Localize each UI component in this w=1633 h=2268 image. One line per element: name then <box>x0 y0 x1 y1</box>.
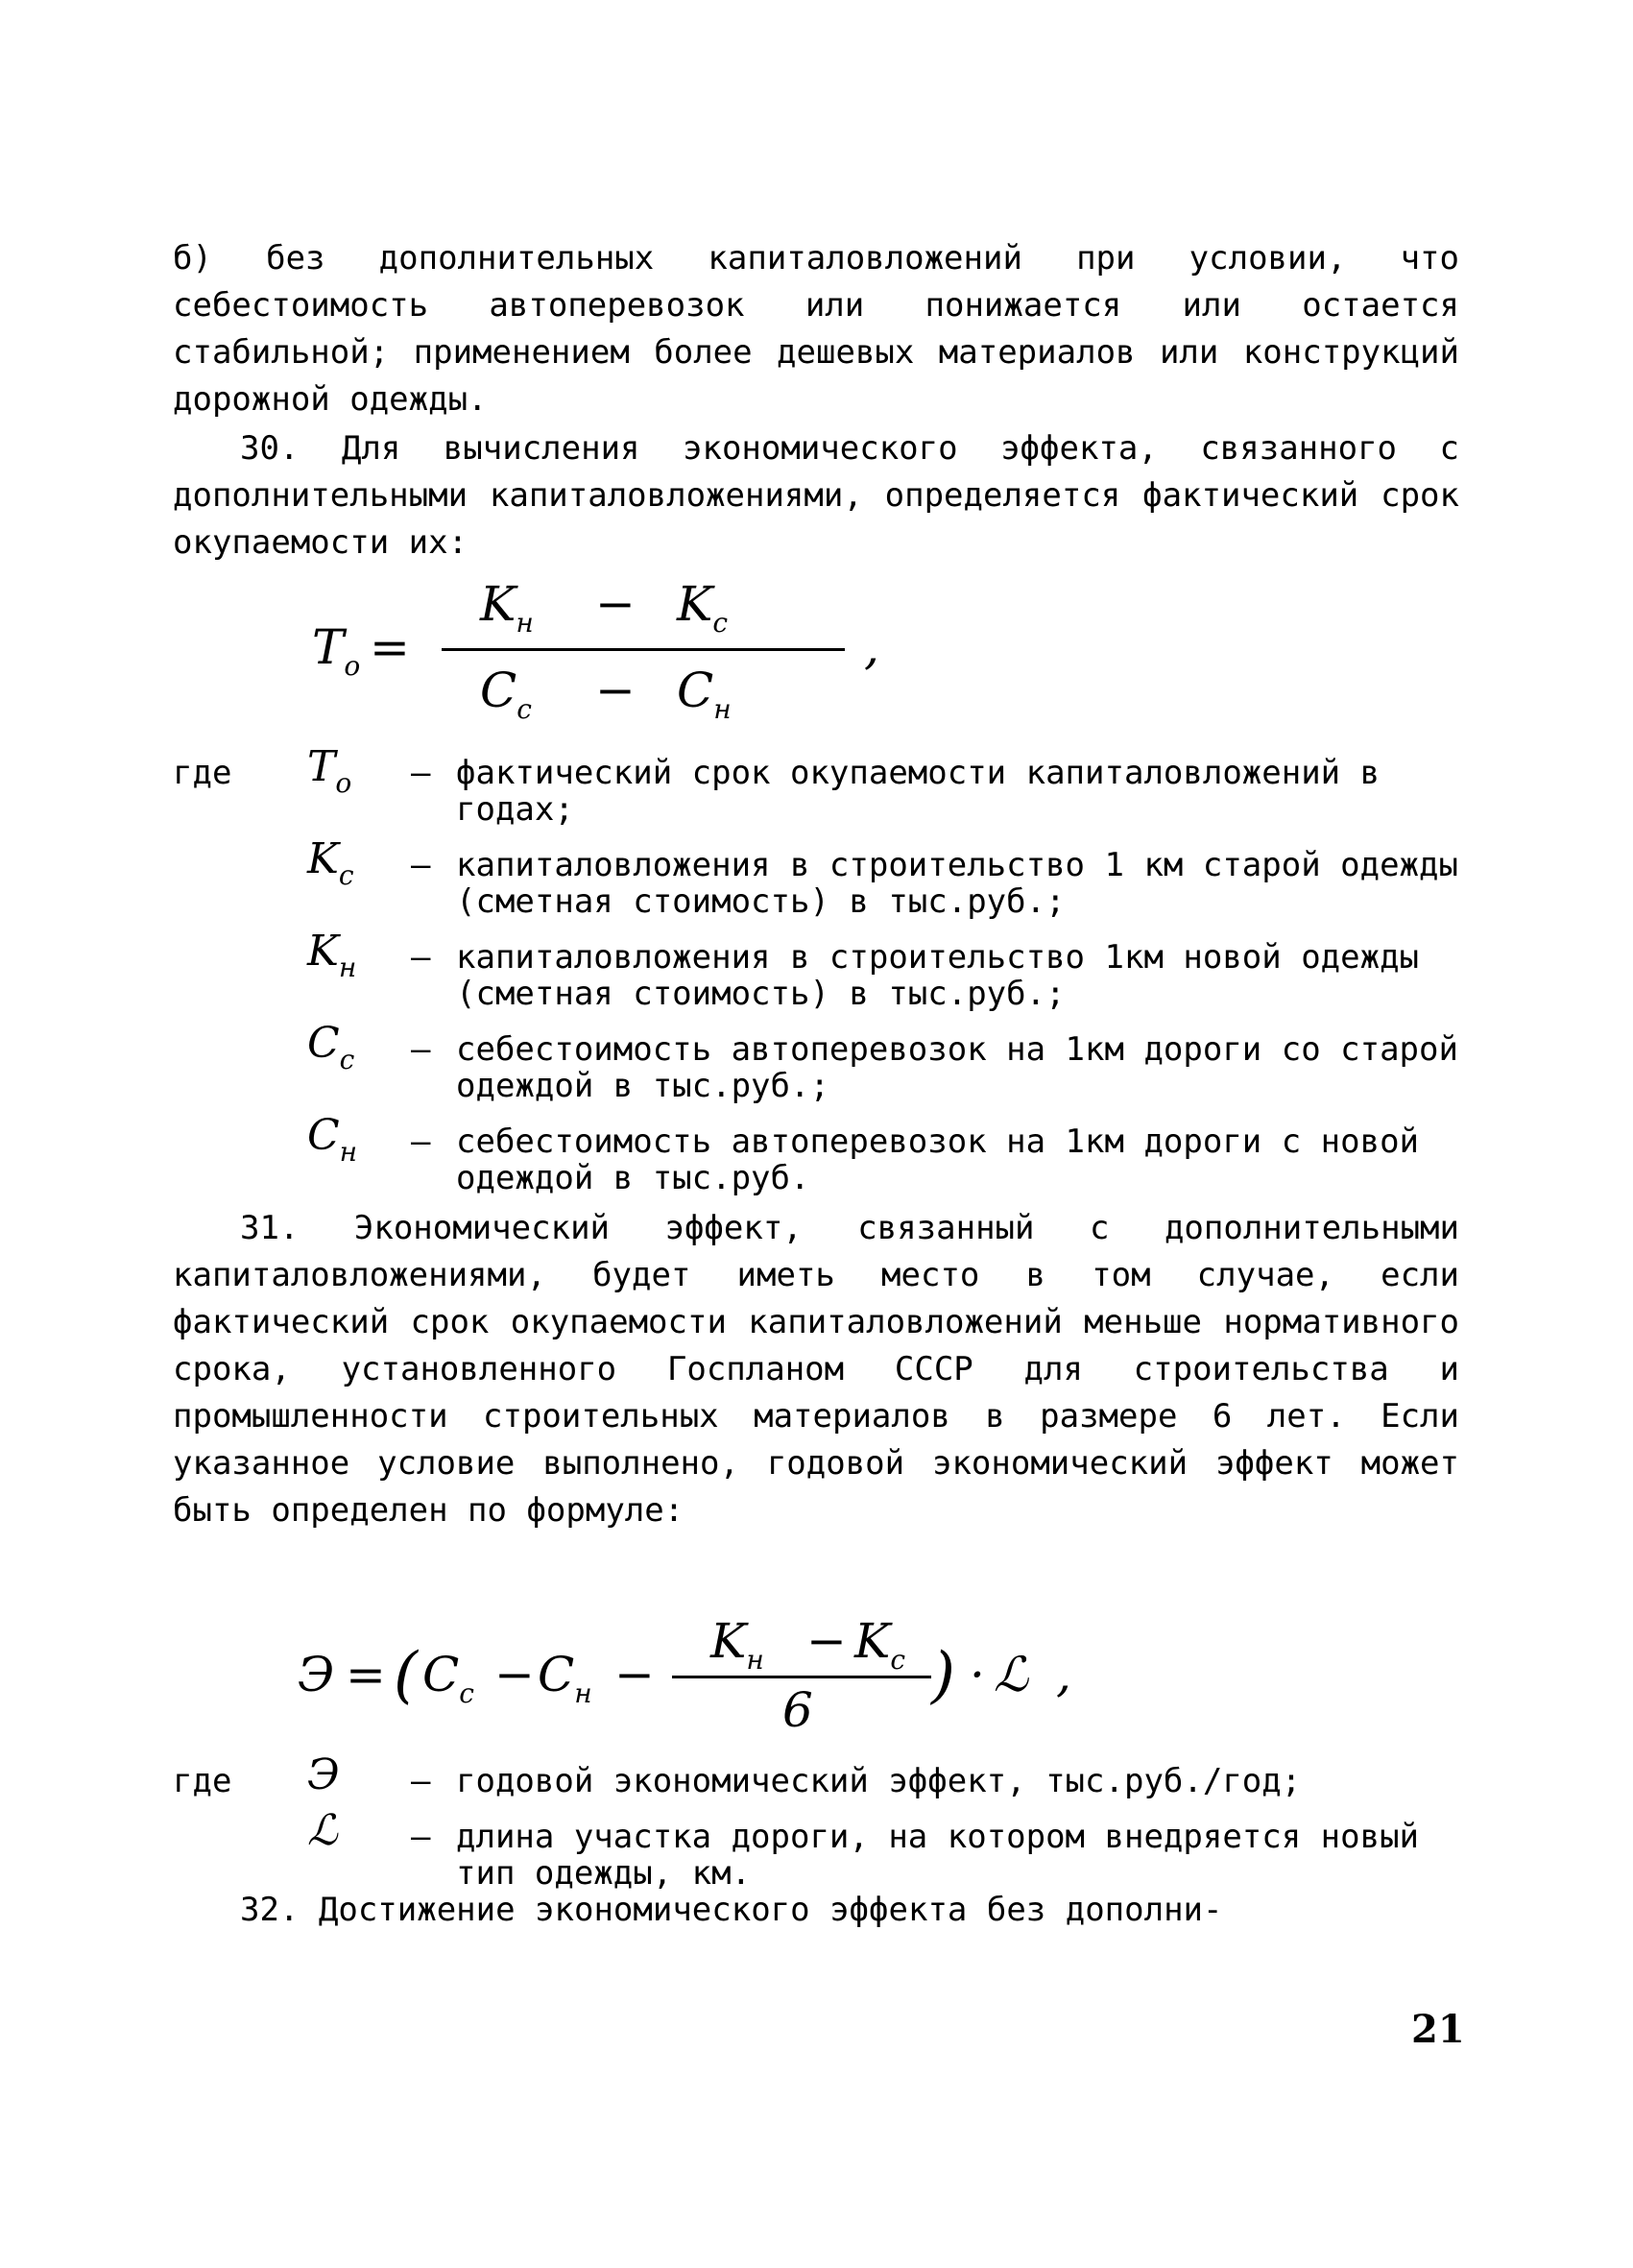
definition-text: годовой экономический эффект, тыс.руб./год; <box>456 1762 1302 1800</box>
formula1-eq: = <box>370 619 410 675</box>
definition-symbol: $K_c$ <box>307 834 354 891</box>
definition-dash: – <box>411 1818 431 1856</box>
formula2-op1: − <box>494 1647 535 1702</box>
definition-dash: – <box>411 1030 431 1069</box>
formula1-fraction-line <box>442 648 845 651</box>
definition-row <box>173 742 1459 829</box>
definition-dash: – <box>411 1122 431 1161</box>
formula1-den-op: − <box>595 663 636 718</box>
formula1-num-op: − <box>595 576 636 632</box>
formula2-num-a: $K_н$ <box>710 1613 764 1676</box>
formula1-den-a: $C_c$ <box>480 663 532 725</box>
definition-text: себестоимость автоперевозок на 1км дороги со старой одеждой в тыс.руб.; <box>456 1030 1458 1105</box>
formula2-num-b: $K_c$ <box>854 1613 906 1676</box>
formula2-length: ℒ <box>994 1647 1029 1702</box>
formula2-lhs: Э <box>298 1647 335 1702</box>
definition-dash: – <box>411 938 431 977</box>
formula1-num-b: $K_c$ <box>677 576 729 639</box>
definition-text: капиталовложения в строительство 1км новой одежды (сметная стоимость) в тыс.руб.; <box>456 938 1420 1013</box>
formula2-num-op: − <box>806 1613 847 1669</box>
formula1-num-a: $K_н$ <box>480 576 534 639</box>
formula2-den: 6 <box>782 1682 813 1738</box>
definition-row <box>173 1111 1459 1197</box>
page-number: 21 <box>1411 2007 1465 2052</box>
formula2-fraction-line <box>672 1676 931 1678</box>
formula2-mult: · <box>970 1647 985 1702</box>
definition-row <box>173 834 1459 921</box>
gde-label: где <box>173 754 232 792</box>
paragraph-b: б) без дополнительных капиталовложений при условии, что себестоимость автоперевозок или понижается или остается стабильной; применением более дешевых материалов или конструкций дорожной одежды. <box>173 239 1459 419</box>
definition-dash: – <box>411 846 431 884</box>
definition-row <box>173 1806 1459 1893</box>
definition-row <box>173 1019 1459 1105</box>
formula2-a: $C_c$ <box>422 1647 474 1709</box>
definition-dash: – <box>411 1762 431 1800</box>
definitions-2 <box>173 1750 1459 1905</box>
definition-symbol: ℒ <box>307 1806 338 1855</box>
definition-text: длина участка дороги, на котором внедряется новый тип одежды, км. <box>456 1818 1420 1893</box>
definition-text: фактический срок окупаемости капиталовложений в годах; <box>456 754 1381 829</box>
formula2-trail: , <box>1056 1647 1071 1702</box>
formula2-eq: = <box>346 1647 386 1702</box>
formula1-trail: , <box>864 619 879 675</box>
paragraph-32: 32. Достижение экономического эффекта без дополни- <box>240 1891 1223 1929</box>
definition-symbol: Э <box>307 1750 340 1799</box>
definition-symbol: $C_н$ <box>307 1111 358 1168</box>
paragraph-30: 30. Для вычисления экономического эффекта, связанного с дополнительными капиталовложениями, определяется фактический срок окупаемости их: <box>173 429 1459 562</box>
formula2-open-paren: ( <box>394 1640 418 1711</box>
definition-row <box>173 1750 1459 1800</box>
definition-text: капиталовложения в строительство 1 км старой одежды (сметная стоимость) в тыс.руб.; <box>456 846 1458 921</box>
paragraph-31: 31. Экономический эффект, связанный с дополнительными капиталовложениями, будет иметь место в том случае, если фактический срок окупаемости капиталовложений меньше нормативного срока, установленного Госпланом СССР для строительства и промышленности строительных материалов в размере 6 лет. Если указанное условие выполнено, годовой экономический эффект может быть определен по формуле: <box>173 1209 1459 1530</box>
definition-row <box>173 927 1459 1013</box>
formula2-b: $C_н$ <box>538 1647 592 1709</box>
formula2-op2: − <box>614 1647 655 1702</box>
gde-label: где <box>173 1762 232 1800</box>
formula1-den-b: $C_н$ <box>677 663 732 725</box>
formula2-close-paren: ) <box>931 1640 955 1711</box>
definitions-1 <box>173 742 1459 1210</box>
formula1-lhs: $T_o$ <box>312 619 361 682</box>
definition-symbol: $C_c$ <box>307 1019 355 1075</box>
definition-dash: – <box>411 754 431 792</box>
definition-text: себестоимость автоперевозок на 1км дороги с новой одеждой в тыс.руб. <box>456 1122 1420 1197</box>
definition-symbol: $T_o$ <box>307 742 352 799</box>
definition-symbol: $K_н$ <box>307 927 357 983</box>
